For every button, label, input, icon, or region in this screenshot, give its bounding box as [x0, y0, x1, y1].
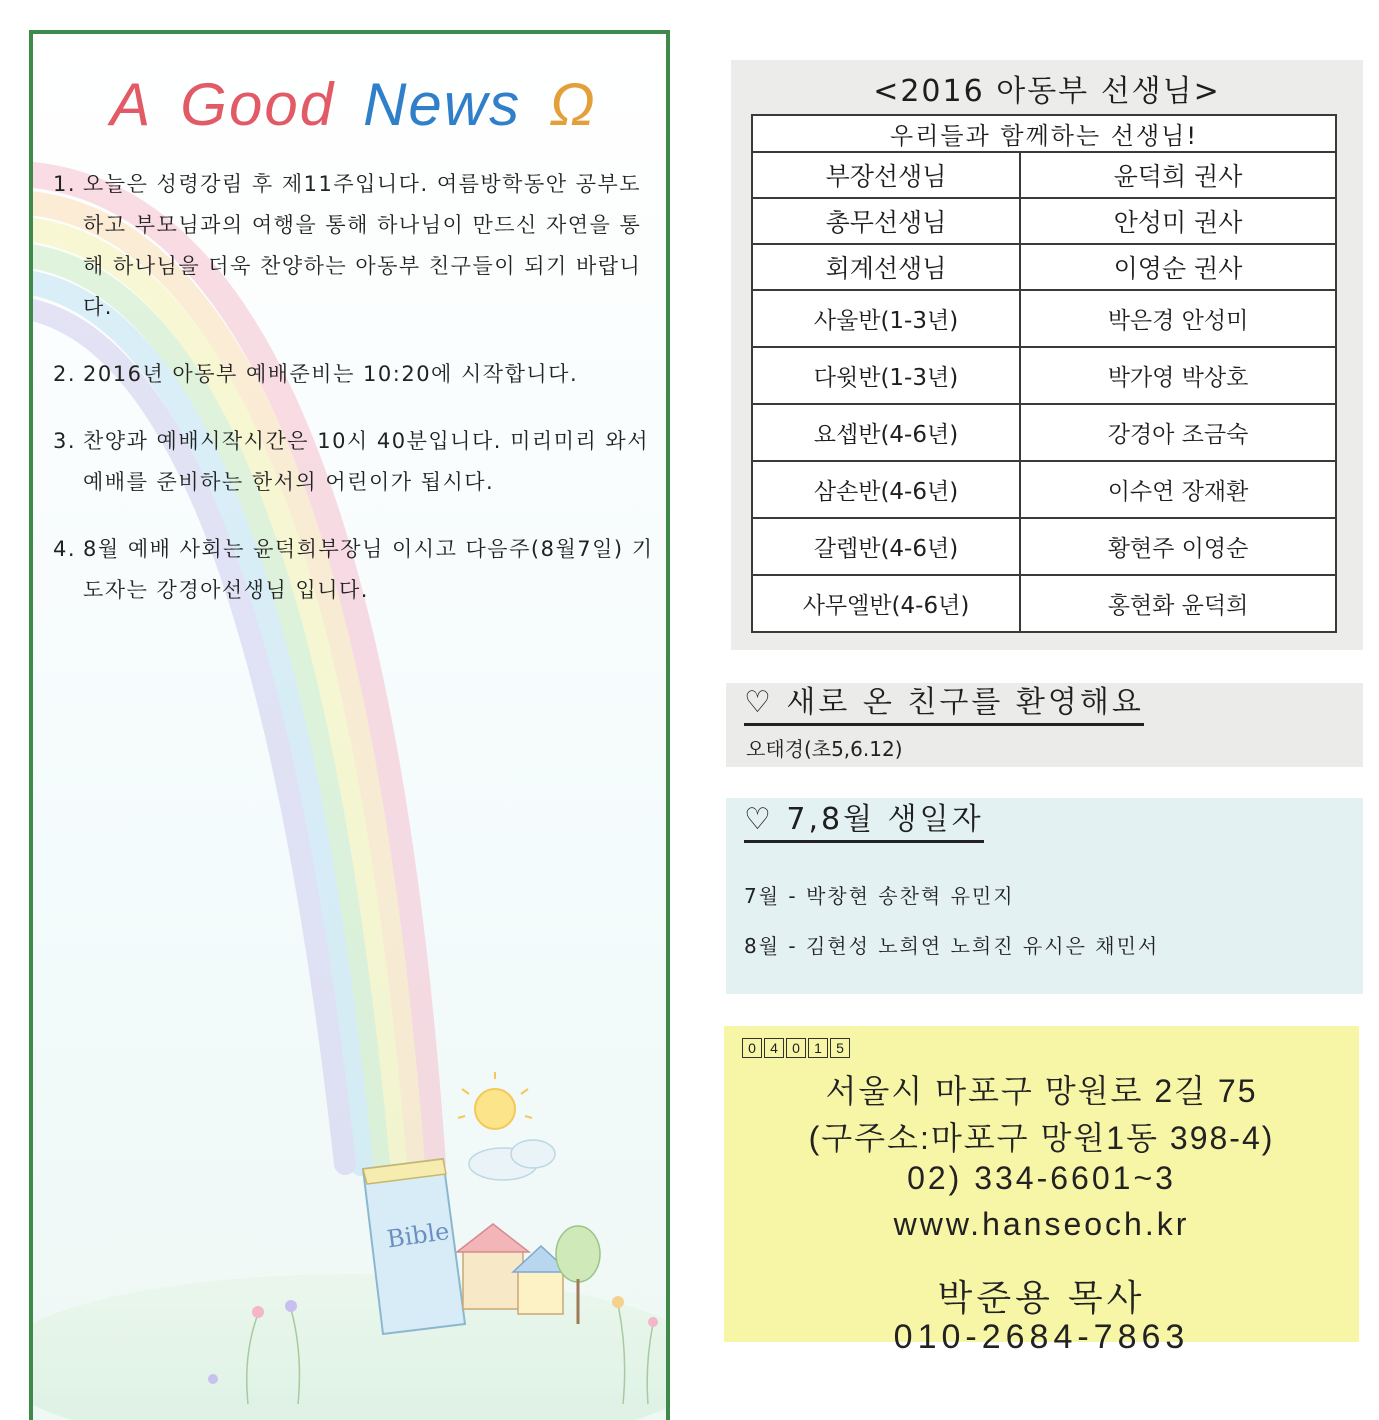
name-cell: 강경아 조금숙	[1020, 404, 1336, 461]
table-row	[752, 152, 1336, 198]
pastor-name: 박준용 목사	[937, 1277, 1146, 1318]
title-omega: Ω	[549, 71, 597, 138]
title-a: A	[110, 71, 153, 138]
class-cell: 사무엘반(4-6년)	[752, 575, 1020, 632]
table-row	[752, 347, 1336, 404]
announcement-text: 8월 예배 사회는 윤덕희부장님 이시고 다음주(8월7일) 기도자는 강경아선생님 입니다.	[83, 537, 654, 602]
zip-digit: 0	[786, 1038, 806, 1058]
phone-number: 02) 334-6601~3	[907, 1160, 1176, 1196]
table-row	[752, 518, 1336, 575]
table-row	[752, 461, 1336, 518]
class-cell: 삼손반(4-6년)	[752, 461, 1020, 518]
teachers-section	[731, 60, 1363, 650]
zip-code	[742, 1038, 850, 1058]
contact-section	[724, 1026, 1359, 1356]
name-cell: 윤덕희 권사	[1020, 152, 1336, 198]
title-good: Good	[180, 71, 336, 138]
announcement-number: 2.	[53, 362, 77, 386]
announcement-text: 2016년 아동부 예배준비는 10:20에 시작합니다.	[83, 362, 579, 386]
name-cell: 박가영 박상호	[1020, 347, 1336, 404]
role-cell: 부장선생님	[752, 152, 1020, 198]
name-cell: 이영순 권사	[1020, 244, 1336, 290]
announcement-item	[53, 421, 663, 503]
zip-digit: 1	[808, 1038, 828, 1058]
table-row	[752, 290, 1336, 347]
class-cell: 요셉반(4-6년)	[752, 404, 1020, 461]
announcement-text: 찬양과 예배시작시간은 10시 40분입니다. 미리미리 와서 예배를 준비하는 한서의 어린이가 됩시다.	[83, 429, 649, 494]
class-cell: 갈렙반(4-6년)	[752, 518, 1020, 575]
name-cell: 황현주 이영순	[1020, 518, 1336, 575]
name-cell: 안성미 권사	[1020, 198, 1336, 244]
website-link[interactable]: www.hanseoch.kr	[893, 1206, 1190, 1242]
new-friend-name: 오태경(초5,6.12)	[746, 737, 903, 761]
table-row	[752, 404, 1336, 461]
announcement-item	[53, 529, 663, 611]
teachers-table	[751, 114, 1337, 633]
class-cell: 다윗반(1-3년)	[752, 347, 1020, 404]
birthday-heading: ♡ 7,8월 생일자	[744, 802, 984, 843]
role-cell: 총무선생님	[752, 198, 1020, 244]
name-cell: 이수연 장재환	[1020, 461, 1336, 518]
old-address-line: (구주소:마포구 망원1동 398-4)	[808, 1120, 1275, 1156]
address-line: 서울시 마포구 망원로 2길 75	[825, 1073, 1258, 1109]
birthday-july: 7월 - 박창현 송찬혁 유민지	[744, 884, 1015, 908]
birthday-august: 8월 - 김현성 노희연 노희진 유시은 채민서	[744, 934, 1160, 958]
role-cell: 회계선생님	[752, 244, 1020, 290]
name-cell: 박은경 안성미	[1020, 290, 1336, 347]
teachers-title: <2016 아동부 선생님>	[873, 74, 1221, 109]
table-row	[752, 244, 1336, 290]
name-cell: 홍현화 윤덕희	[1020, 575, 1336, 632]
announcement-text: 오늘은 성령강림 후 제11주입니다. 여름방학동안 공부도 하고 부모님과의 여행을 통해 하나님이 만드신 자연을 통해 하나님을 더욱 찬양하는 아동부 친구들이 되기 바랍니다.	[83, 172, 642, 319]
svg-text:Bible: Bible	[385, 1216, 452, 1254]
pastor-phone: 010-2684-7863	[893, 1318, 1190, 1356]
announcement-number: 3.	[53, 429, 77, 453]
announcement-list	[53, 164, 663, 637]
title-news: News	[363, 71, 522, 138]
table-row	[752, 198, 1336, 244]
welcome-section	[726, 683, 1363, 767]
announcement-number: 1.	[53, 172, 77, 196]
zip-digit: 0	[742, 1038, 762, 1058]
sun-icon	[458, 1072, 532, 1129]
table-row	[752, 575, 1336, 632]
announcement-item	[53, 354, 663, 395]
welcome-heading: ♡ 새로 온 친구를 환영해요	[744, 685, 1144, 726]
zip-digit: 4	[764, 1038, 784, 1058]
news-panel	[29, 30, 670, 1420]
announcement-number: 4.	[53, 537, 77, 561]
birthday-section	[726, 798, 1363, 994]
class-cell: 사울반(1-3년)	[752, 290, 1020, 347]
zip-digit: 5	[830, 1038, 850, 1058]
announcement-item	[53, 164, 663, 328]
newsletter-title	[33, 70, 670, 140]
teachers-table-header: 우리들과 함께하는 선생님!	[752, 115, 1336, 152]
